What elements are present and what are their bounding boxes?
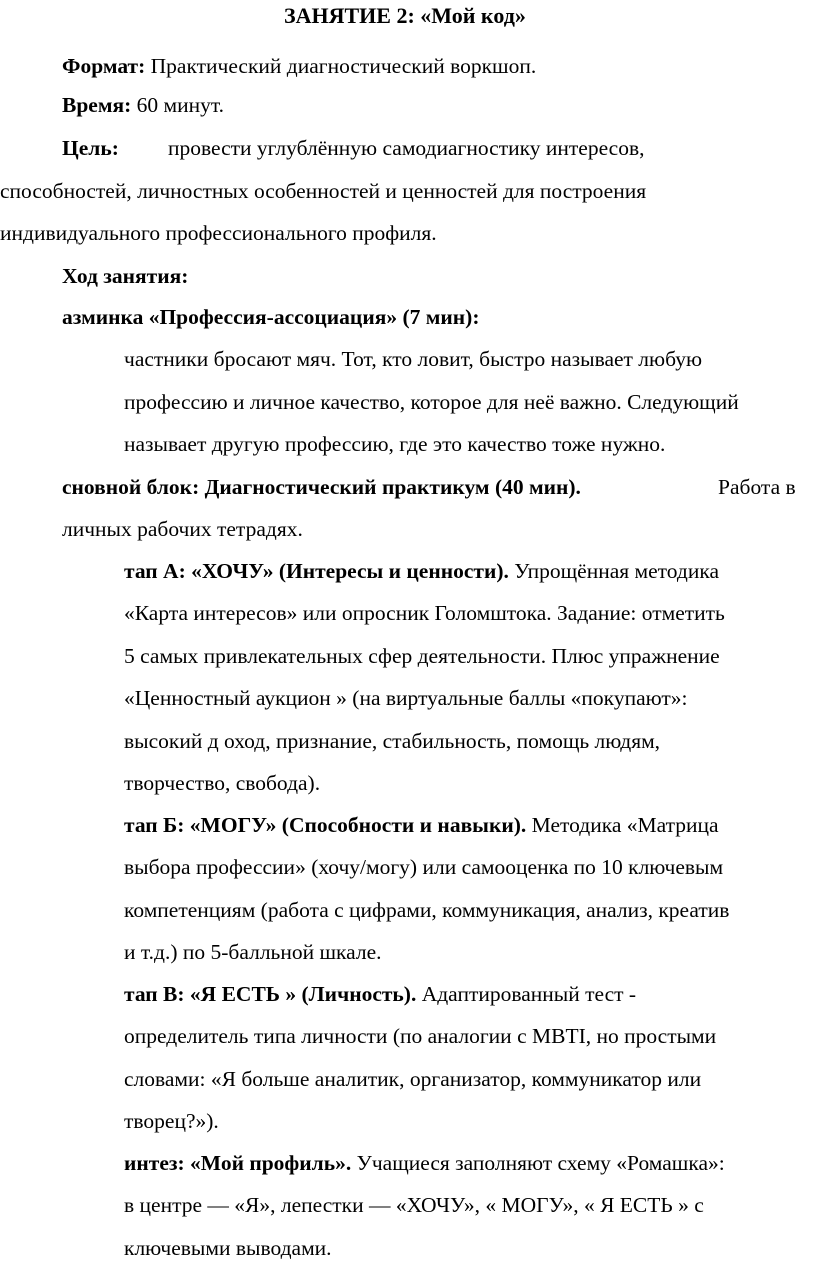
stage-a-heading: тап А: «ХОЧУ» (Интересы и ценности). <box>124 559 509 583</box>
main-block-heading: сновной блок: Диагностический практикум (40 мин). <box>62 475 581 499</box>
synthesis-tail: Учащиеся заполняют схему «Ромашка»: <box>351 1151 725 1175</box>
stage-a-line-5: высокий д оход, признание, стабильность, помощь людям, <box>124 729 661 753</box>
synthesis-line-3: ключевыми выводами. <box>124 1236 332 1260</box>
warmup-line-2: профессию и личное качество, которое для неё важно. Следующий <box>124 390 739 414</box>
stage-c-line-3: словами: «Я больше аналитик, организатор, коммуникатор или <box>124 1067 702 1091</box>
stage-a-tail: Упрощённая методика <box>508 559 720 583</box>
format-line <box>62 52 536 80</box>
stage-c-tail: Адаптированный тест - <box>416 982 637 1006</box>
synthesis-heading: интез: «Мой профиль». <box>124 1151 352 1175</box>
goal-label: Цель: <box>62 136 119 160</box>
warmup-line-1: частники бросают мяч. Тот, кто ловит, быстро называет любую <box>124 347 703 371</box>
format-value: Практический диагностический воркшоп. <box>145 54 537 78</box>
synthesis-line-1 <box>124 1149 725 1177</box>
stage-a-line-1 <box>124 557 719 585</box>
time-line <box>62 91 224 119</box>
stage-c-line-4: творец?»). <box>124 1109 219 1133</box>
warmup-heading: азминка «Профессия-ассоциация» (7 мин): <box>62 305 480 329</box>
synthesis-line-2: в центре — «Я», лепестки — «ХОЧУ», « МОГУ», « Я ЕСТЬ » с <box>124 1193 704 1217</box>
stage-b-line-3: компетенциям (работа с цифрами, коммуникация, анализ, креатив <box>124 898 730 922</box>
goal-line-1: провести углублённую самодиагностику интересов, <box>168 136 645 160</box>
stage-b-heading: тап Б: «МОГУ» (Способности и навыки). <box>124 813 527 837</box>
warmup-line-3: называет другую профессию, где это качество тоже нужно. <box>124 432 666 456</box>
goal-line-3: индивидуального профессионального профиля. <box>0 221 437 245</box>
stage-b-line-4: и т.д.) по 5-балльной шкале. <box>124 940 382 964</box>
main-block-line-2: личных рабочих тетрадях. <box>62 517 303 541</box>
course-heading: Ход занятия: <box>62 264 189 288</box>
stage-c-line-2: определитель типа личности (по аналогии с MBTI, но простыми <box>124 1024 717 1048</box>
stage-a-line-4: «Ценностный аукцион » (на виртуальные баллы «покупают»: <box>124 686 688 710</box>
stage-b-line-1 <box>124 811 719 839</box>
time-label: Время: <box>62 93 132 117</box>
stage-c-heading: тап В: «Я ЕСТЬ » (Личность). <box>124 982 417 1006</box>
stage-b-tail: Методика «Матрица <box>526 813 719 837</box>
stage-c-line-1 <box>124 980 636 1008</box>
goal-line-2: способностей, личностных особенностей и ценностей для построения <box>0 179 647 203</box>
time-value: 60 минут. <box>131 93 225 117</box>
format-label: Формат: <box>62 54 146 78</box>
page-title: ЗАНЯТИЕ 2: «Мой код» <box>284 3 526 28</box>
main-block-tail: Работа в <box>718 475 796 499</box>
stage-a-line-2: «Карта интересов» или опросник Голомштока. Задание: отметить <box>124 601 725 625</box>
stage-a-line-3: 5 самых привлекательных сфер деятельности. Плюс упражнение <box>124 644 720 668</box>
stage-b-line-2: выбора профессии» (хочу/могу) или самооценка по 10 ключевым <box>124 855 724 879</box>
stage-a-line-6: творчество, свобода). <box>124 771 321 795</box>
